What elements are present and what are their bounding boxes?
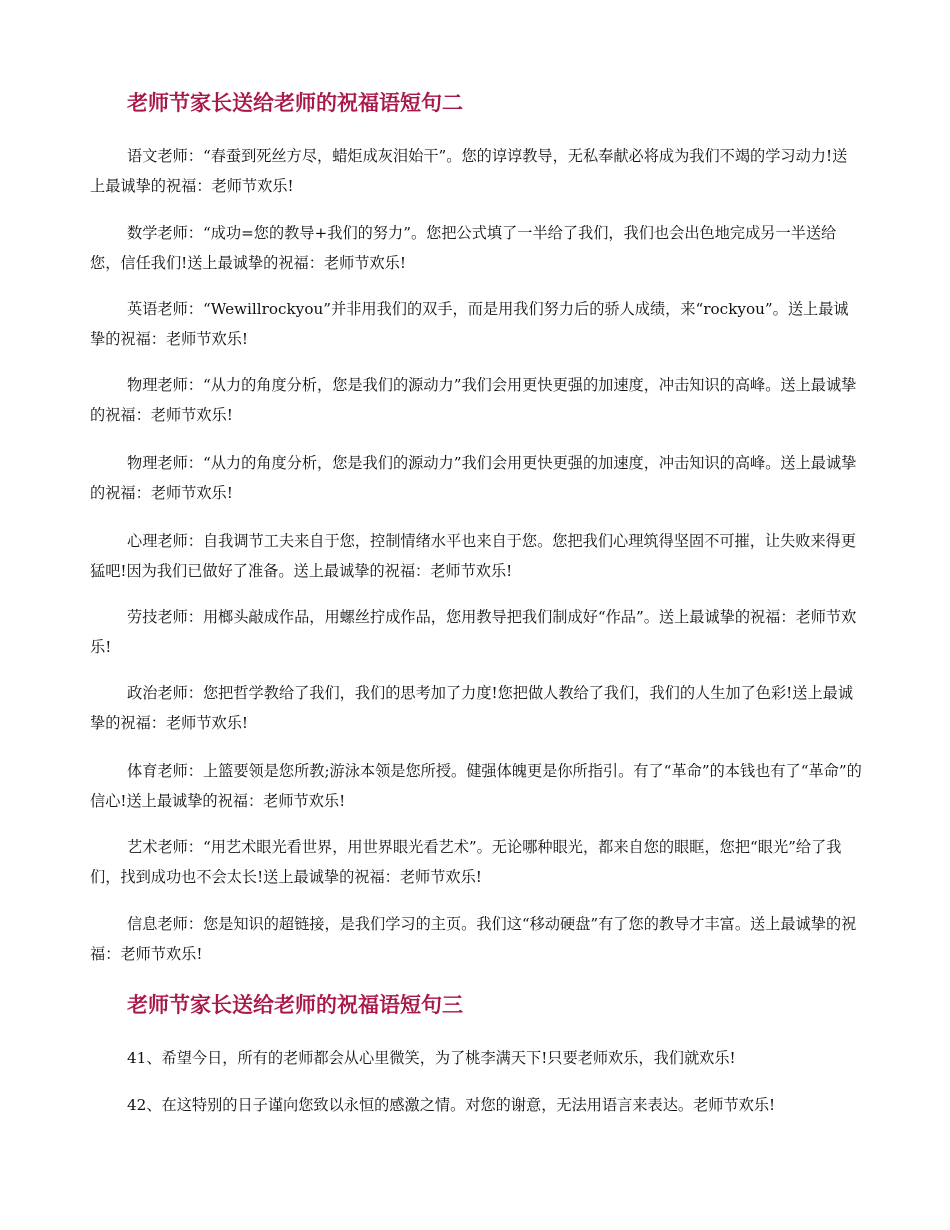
paragraph-pe-teacher: 体育老师：上篮要领是您所教;游泳本领是您所授。健强体魄更是你所指引。有了“革命”的本钱也有了“革命”的信心!送上最诚挚的祝福：老师节欢乐! <box>90 762 862 810</box>
paragraph-physics-teacher-1: 物理老师：“从力的角度分析，您是我们的源动力”我们会用更快更强的加速度，冲击知识的高峰。送上最诚挚的祝福：老师节欢乐! <box>90 376 857 424</box>
paragraph-wish-42: 42、在这特别的日子谨向您致以永恒的感激之情。对您的谢意，无法用语言来表达。老师节欢乐! <box>127 1096 776 1114</box>
paragraph-it-teacher: 信息老师：您是知识的超链接，是我们学习的主页。我们这“移动硬盘”有了您的教导才丰富。送上最诚挚的祝福：老师节欢乐! <box>90 915 857 963</box>
paragraph-chinese-teacher: 语文老师：“春蚕到死丝方尽，蜡炬成灰泪始干”。您的谆谆教导，无私奉献必将成为我们不竭的学习动力!送上最诚挚的祝福：老师节欢乐! <box>90 147 848 195</box>
paragraph-math-teacher: 数学老师：“成功=您的教导+我们的努力”。您把公式填了一半给了我们，我们也会出色地完成另一半送给您，信任我们!送上最诚挚的祝福：老师节欢乐! <box>90 224 837 272</box>
paragraph-physics-teacher-2: 物理老师：“从力的角度分析，您是我们的源动力”我们会用更快更强的加速度，冲击知识的高峰。送上最诚挚的祝福：老师节欢乐! <box>90 454 857 502</box>
paragraph-labor-teacher: 劳技老师：用榔头敲成作品，用螺丝拧成作品，您用教导把我们制成好“作品”。送上最诚挚的祝福：老师节欢乐! <box>90 608 857 656</box>
section-heading-3: 老师节家长送给老师的祝福语短句三 <box>127 993 463 1017</box>
paragraph-politics-teacher: 政治老师：您把哲学教给了我们，我们的思考加了力度!您把做人教给了我们，我们的人生加了色彩!送上最诚挚的祝福：老师节欢乐! <box>90 684 854 732</box>
paragraph-art-teacher: 艺术老师：“用艺术眼光看世界，用世界眼光看艺术”。无论哪种眼光，都来自您的眼眶，您把“眼光”给了我们，找到成功也不会太长!送上最诚挚的祝福：老师节欢乐! <box>90 838 842 886</box>
paragraph-wish-41: 41、希望今日，所有的老师都会从心里微笑，为了桃李满天下!只要老师欢乐，我们就欢乐! <box>127 1049 736 1067</box>
paragraph-psychology-teacher: 心理老师：自我调节工夫来自于您，控制情绪水平也来自于您。您把我们心理筑得坚固不可摧，让失败来得更猛吧!因为我们已做好了准备。送上最诚挚的祝福：老师节欢乐! <box>90 532 856 580</box>
section-heading-2: 老师节家长送给老师的祝福语短句二 <box>127 91 463 115</box>
paragraph-english-teacher: 英语老师：“Wewillrockyou”并非用我们的双手，而是用我们努力后的骄人成绩，来“rockyou”。送上最诚挚的祝福：老师节欢乐! <box>90 300 849 348</box>
